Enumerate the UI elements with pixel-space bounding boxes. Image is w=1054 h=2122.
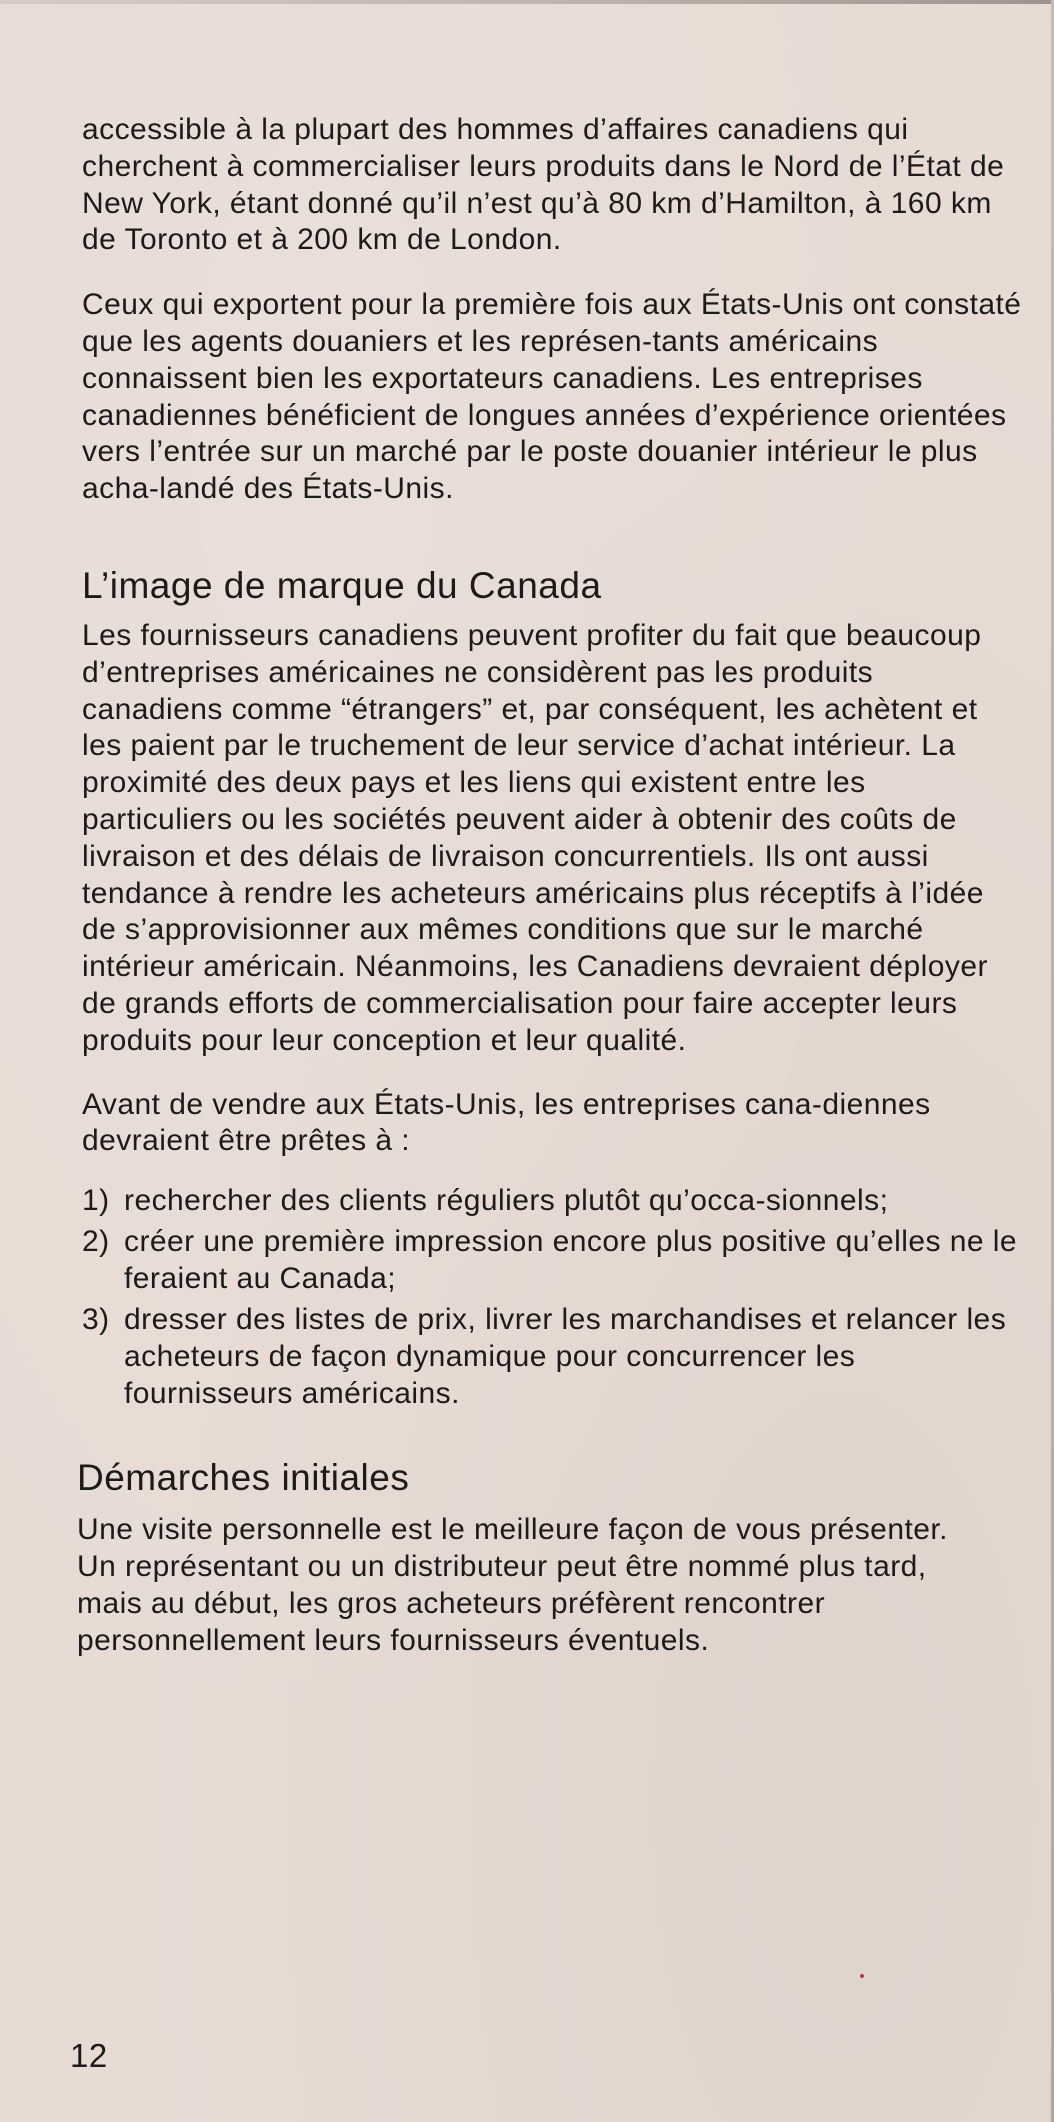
demarches-section (77, 1456, 1022, 1659)
heading-image-de-marque: L’image de marque du Canada (82, 564, 602, 606)
paragraph-fournisseurs: Les fournisseurs canadiens peuvent profiter du fait que beaucoup d’entreprises américaines ne considèrent pas les produits canadiens comme “étrangers” et, par conséquent, les achètent et les paient par le truchement de leur service d’achat intérieur. La proximité des deux pays et les liens qui existent entre les particuliers ou les sociétés peuvent aider à obtenir des coûts de livraison et des délais de livraison concurrentiels. Ils ont aussi tendance à rendre les acheteurs américains plus réceptifs à l’idée de s’approvisionner aux mêmes conditions que sur le marché intérieur américain. Néanmoins, les Canadiens devraient déployer de grands efforts de commercialisation pour faire accepter leurs produits pour leur conception et leur qualité. (82, 618, 988, 1057)
top-edge-rule (0, 0, 1054, 4)
paragraph-avant-de-vendre: Avant de vendre aux États-Unis, les entreprises cana-diennes devraient être prêtes à : (82, 1087, 931, 1158)
paragraph-exportateurs: Ceux qui exportent pour la première fois aux États-Unis ont constaté que les agents douaniers et les représen-tants américains connaissent bien les exportateurs canadiens. Les entreprises canadiennes bénéficient de longues années d’expérience orientées vers l’entrée sur un marché par le poste douanier intérieur le plus acha-landé des États-Unis. (82, 288, 1022, 506)
list-item-text: créer une première impression encore plus positive qu’elles ne le feraient au Canada; (124, 1225, 1018, 1296)
list-item (82, 1223, 1022, 1297)
list-item (82, 1301, 1022, 1412)
page-number: 12 (70, 2037, 108, 2074)
numbered-list (82, 1182, 1022, 1412)
list-item-number: 1) (82, 1184, 110, 1218)
text-column (77, 112, 1022, 1659)
list-item-text: dresser des listes de prix, livrer les marchandises et relancer les acheteurs de façon dynamique pour concurrencer les fournisseurs américains. (124, 1303, 1007, 1411)
list-item (82, 1182, 1022, 1219)
list-item-number: 3) (82, 1303, 110, 1337)
paragraph-accessible: accessible à la plupart des hommes d’affaires canadiens qui cherchent à commercialiser leurs produits dans le Nord de l’État de New York, étant donné qu’il n’est qu’à 80 km d’Hamilton, à 160 km de Toronto et à 200 km de London. (82, 113, 1005, 257)
heading-demarches-initiales: Démarches initiales (77, 1457, 410, 1499)
paragraph-visite-personnelle: Une visite personnelle est le meilleure façon de vous présenter. Un représentant ou un distributeur peut être nommé plus tard, mais au début, les gros acheteurs préfèrent rencontrer personnellement leurs fournisseurs éventuels. (77, 1513, 948, 1657)
list-item-number: 2) (82, 1225, 110, 1259)
ink-speck (860, 1974, 864, 1978)
list-item-text: rechercher des clients réguliers plutôt qu’occa-sionnels; (124, 1184, 889, 1218)
